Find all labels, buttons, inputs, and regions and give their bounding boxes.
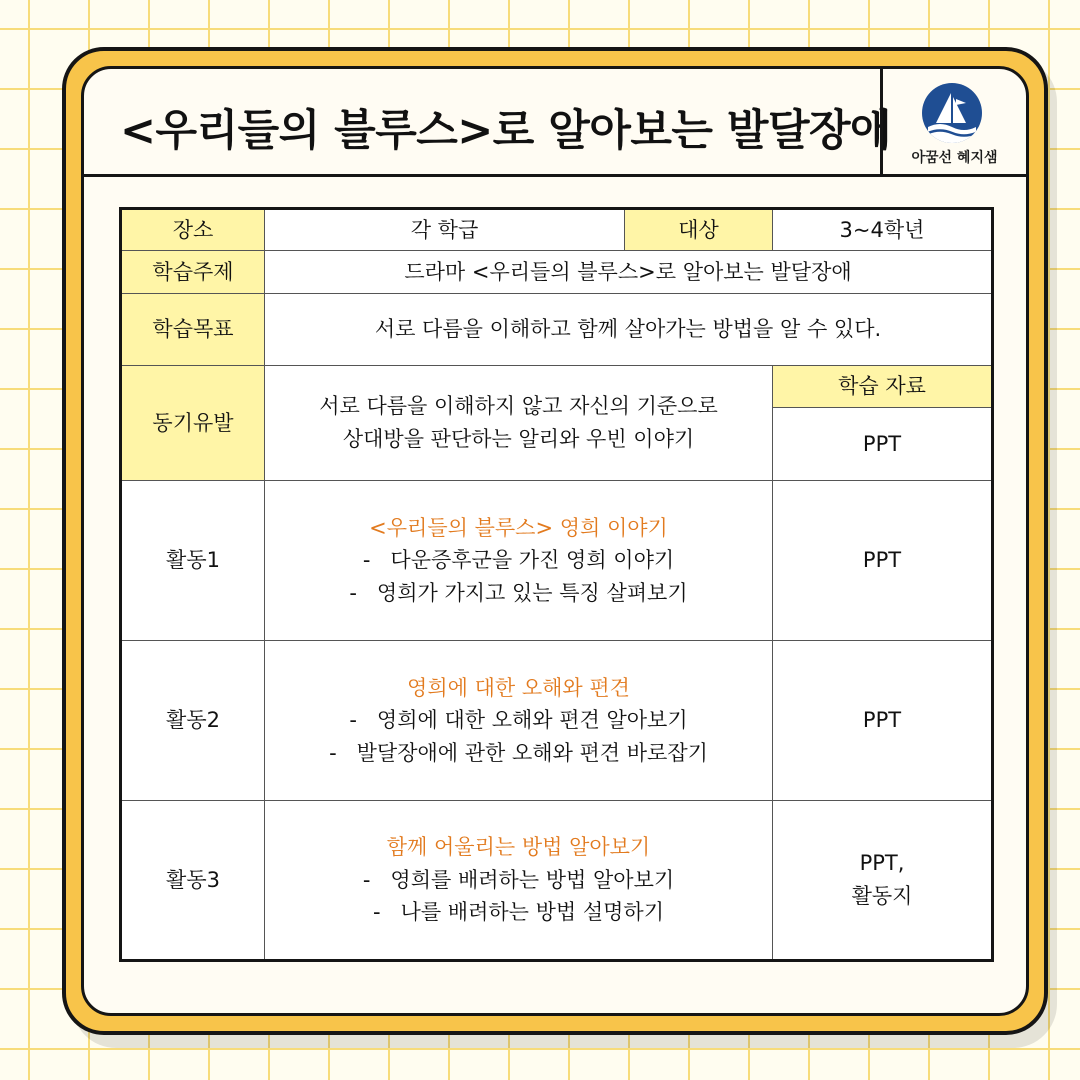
topic-value: 드라마 <우리들의 블루스>로 알아보는 발달장애 bbox=[265, 251, 993, 294]
table-row bbox=[121, 801, 993, 961]
activity1-item: - 다운증후군을 가진 영희 이야기 bbox=[362, 548, 675, 573]
activity2-item: - 영희에 대한 오해와 편견 알아보기 bbox=[349, 708, 688, 733]
motivation-content bbox=[265, 366, 773, 481]
table-row bbox=[121, 209, 993, 251]
goal-label: 학습목표 bbox=[121, 294, 265, 366]
page-title: <우리들의 블루스>로 알아보는 발달장애 bbox=[120, 106, 892, 156]
table-row bbox=[121, 366, 993, 408]
card-inner bbox=[81, 66, 1029, 1016]
activity1-content bbox=[265, 481, 773, 641]
logo-text: 아꿈선 혜지샘 bbox=[911, 150, 998, 166]
table-row bbox=[121, 641, 993, 801]
target-value: 3~4학년 bbox=[773, 209, 993, 251]
motivation-line: 상대방을 판단하는 알리와 우빈 이야기 bbox=[342, 427, 695, 451]
activity2-title: 영희에 대한 오해와 편견 bbox=[407, 675, 630, 700]
place-label: 장소 bbox=[121, 209, 265, 251]
table-row bbox=[121, 251, 993, 294]
activity3-title: 함께 어울리는 방법 알아보기 bbox=[386, 835, 651, 860]
activity2-item: - 발달장애에 관한 오해와 편견 바로잡기 bbox=[329, 740, 708, 765]
activity3-material-line: 활동지 bbox=[851, 884, 913, 908]
topic-label: 학습주제 bbox=[121, 251, 265, 294]
activity2-label: 활동2 bbox=[121, 641, 265, 801]
card-header bbox=[84, 69, 1026, 177]
goal-value: 서로 다름을 이해하고 함께 살아가는 방법을 알 수 있다. bbox=[265, 294, 993, 366]
lesson-plan-table bbox=[119, 207, 994, 962]
logo-box bbox=[880, 69, 1026, 174]
activity3-label: 활동3 bbox=[121, 801, 265, 961]
table-row bbox=[121, 481, 993, 641]
activity1-item: - 영희가 가지고 있는 특징 살펴보기 bbox=[349, 580, 688, 605]
target-label: 대상 bbox=[625, 209, 773, 251]
activity3-material bbox=[773, 801, 993, 961]
material-header: 학습 자료 bbox=[773, 366, 993, 408]
activity2-material: PPT bbox=[773, 641, 993, 801]
motivation-line: 서로 다름을 이해하지 않고 자신의 기준으로 bbox=[319, 394, 718, 419]
activity1-title: <우리들의 블루스> 영희 이야기 bbox=[369, 515, 668, 540]
activity2-content bbox=[265, 641, 773, 801]
activity3-item: - 영희를 배려하는 방법 알아보기 bbox=[362, 867, 675, 892]
table-row bbox=[121, 294, 993, 366]
activity1-material: PPT bbox=[773, 481, 993, 641]
sailboat-logo-icon bbox=[922, 83, 982, 143]
place-value: 각 학급 bbox=[265, 209, 625, 251]
activity3-material-line: PPT, bbox=[859, 851, 905, 876]
motivation-label: 동기유발 bbox=[121, 366, 265, 481]
motivation-material: PPT bbox=[773, 408, 993, 481]
activity3-item: - 나를 배려하는 방법 설명하기 bbox=[372, 900, 665, 925]
activity3-content bbox=[265, 801, 773, 961]
activity1-label: 활동1 bbox=[121, 481, 265, 641]
lesson-plan-card bbox=[62, 47, 1048, 1035]
